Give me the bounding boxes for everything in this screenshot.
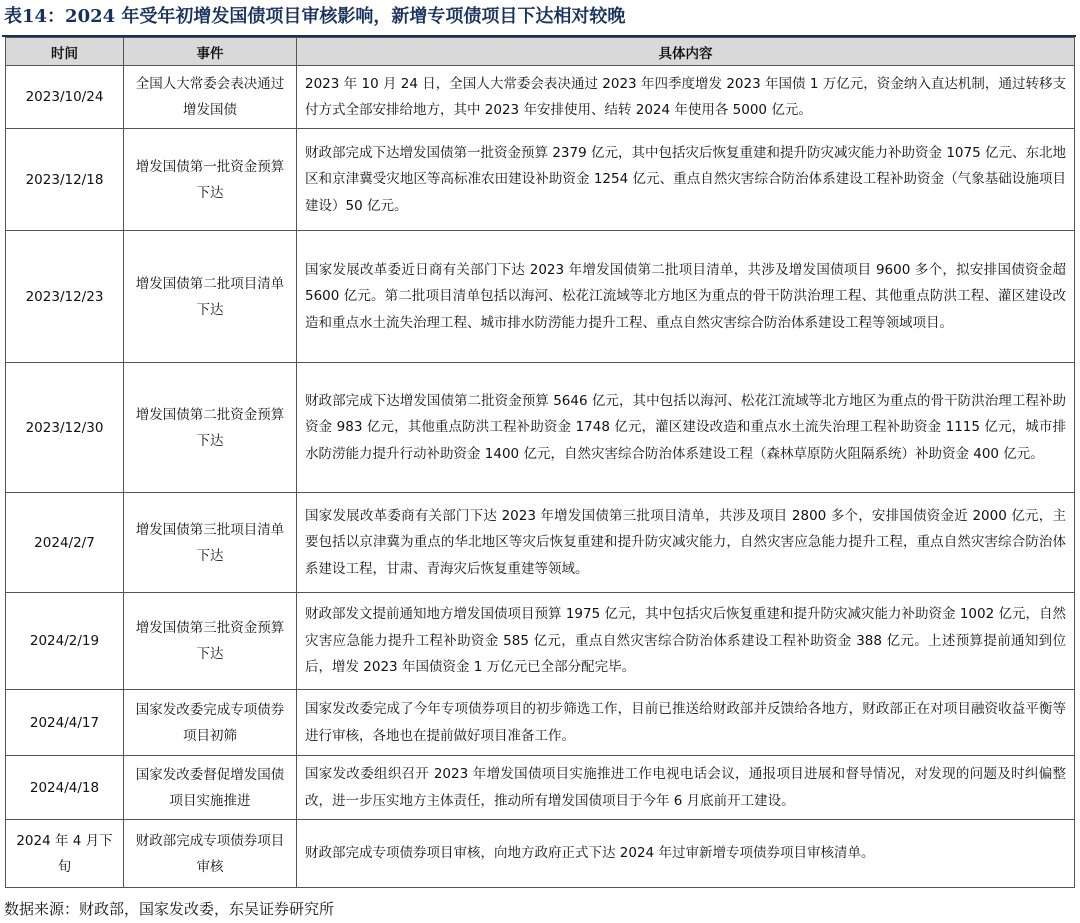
table-row bbox=[6, 231, 1075, 363]
header-detail: 具体内容 bbox=[297, 38, 1075, 66]
table-title: 表14：2024 年受年初增发国债项目审核影响，新增专项债项目下达相对较晚 bbox=[4, 6, 626, 27]
row-date: 2024 年 4 月下旬 bbox=[6, 820, 124, 888]
row-event: 国家发改委完成专项债券项目初筛 bbox=[124, 690, 297, 756]
header-event: 事件 bbox=[124, 38, 297, 66]
row-event: 增发国债第三批项目清单下达 bbox=[124, 493, 297, 593]
row-event: 财政部完成专项债券项目审核 bbox=[124, 820, 297, 888]
row-event: 全国人大常委会表决通过增发国债 bbox=[124, 66, 297, 129]
row-event: 增发国债第二批项目清单下达 bbox=[124, 231, 297, 363]
row-detail: 财政部发文提前通知地方增发国债项目预算 1975 亿元，其中包括灾后恢复重建和提升防灾减灾能力补助资金 1002 亿元，自然灾害应急能力提升工程补助资金 585 亿元，重点自然灾害综合防治体系建设工程补助资金 388 亿元。上述预算提前通知到位后，增发 2023 年国债资金 1 万亿元已全部分配完毕。 bbox=[297, 593, 1075, 690]
row-detail: 财政部完成专项债券项目审核，向地方政府正式下达 2024 年过审新增专项债券项目审核清单。 bbox=[297, 820, 1075, 888]
table-row bbox=[6, 820, 1075, 888]
row-detail: 财政部完成下达增发国债第一批资金预算 2379 亿元，其中包括灾后恢复重建和提升防灾减灾能力补助资金 1075 亿元、东北地区和京津冀受灾地区等高标准农田建设补助资金 1254 亿元、重点自然灾害综合防治体系建设工程补助资金（气象基础设施项目建设）50 亿元。 bbox=[297, 129, 1075, 231]
table-row bbox=[6, 66, 1075, 129]
row-date: 2023/12/30 bbox=[6, 363, 124, 493]
table-header-row bbox=[6, 38, 1075, 66]
policy-timeline-table bbox=[5, 37, 1075, 888]
row-detail: 2023 年 10 月 24 日，全国人大常委会表决通过 2023 年四季度增发 2023 年国债 1 万亿元，资金纳入直达机制，通过转移支付方式全部安排给地方，其中 2023 年安排使用、结转 2024 年使用各 5000 亿元。 bbox=[297, 66, 1075, 129]
row-detail: 国家发改委完成了今年专项债券项目的初步筛选工作，目前已推送给财政部并反馈给各地方，财政部正在对项目融资收益平衡等进行审核，各地也在提前做好项目准备工作。 bbox=[297, 690, 1075, 756]
row-date: 2024/2/7 bbox=[6, 493, 124, 593]
row-detail: 国家发展改革委商有关部门下达 2023 年增发国债第三批项目清单，共涉及项目 2800 多个，安排国债资金近 2000 亿元，主要包括以京津冀为重点的华北地区等灾后恢复重建和提升防灾减灾能力，自然灾害应急能力提升工程，重点自然灾害综合防治体系建设工程，甘肃、青海灾后恢复重建等领域。 bbox=[297, 493, 1075, 593]
row-event: 增发国债第二批资金预算下达 bbox=[124, 363, 297, 493]
row-date: 2023/12/18 bbox=[6, 129, 124, 231]
table-row bbox=[6, 493, 1075, 593]
table-row bbox=[6, 690, 1075, 756]
row-date: 2023/10/24 bbox=[6, 66, 124, 129]
row-event: 增发国债第一批资金预算下达 bbox=[124, 129, 297, 231]
row-event: 增发国债第三批资金预算下达 bbox=[124, 593, 297, 690]
table-row bbox=[6, 129, 1075, 231]
row-date: 2024/2/19 bbox=[6, 593, 124, 690]
row-detail: 财政部完成下达增发国债第二批资金预算 5646 亿元，其中包括以海河、松花江流域等北方地区为重点的骨干防洪治理工程补助资金 983 亿元，其他重点防洪工程补助资金 1748 亿元，灌区建设改造和重点水土流失治理工程补助资金 1115 亿元，城市排水防涝能力提升行动补助资金 1400 亿元，自然灾害综合防治体系建设工程（森林草原防火阻隔系统）补助资金 400 亿元。 bbox=[297, 363, 1075, 493]
row-date: 2023/12/23 bbox=[6, 231, 124, 363]
row-date: 2024/4/17 bbox=[6, 690, 124, 756]
table-row bbox=[6, 363, 1075, 493]
header-date: 时间 bbox=[6, 38, 124, 66]
row-event: 国家发改委督促增发国债项目实施推进 bbox=[124, 756, 297, 820]
row-date: 2024/4/18 bbox=[6, 756, 124, 820]
table-row bbox=[6, 593, 1075, 690]
row-detail: 国家发改委组织召开 2023 年增发国债项目实施推进工作电视电话会议，通报项目进展和督导情况，对发现的问题及时纠偏整改，进一步压实地方主体责任，推动所有增发国债项目于今年 6 月底前开工建设。 bbox=[297, 756, 1075, 820]
row-detail: 国家发展改革委近日商有关部门下达 2023 年增发国债第二批项目清单，共涉及增发国债项目 9600 多个，拟安排国债资金超 5600 亿元。第二批项目清单包括以海河、松花江流域等北方地区为重点的骨干防洪治理工程、其他重点防洪工程、灌区建设改造和重点水土流失治理工程、城市排水防涝能力提升工程、重点自然灾害综合防治体系建设工程等领域项目。 bbox=[297, 231, 1075, 363]
table-row bbox=[6, 756, 1075, 820]
data-source-note: 数据来源：财政部，国家发改委，东吴证券研究所 bbox=[4, 900, 335, 918]
